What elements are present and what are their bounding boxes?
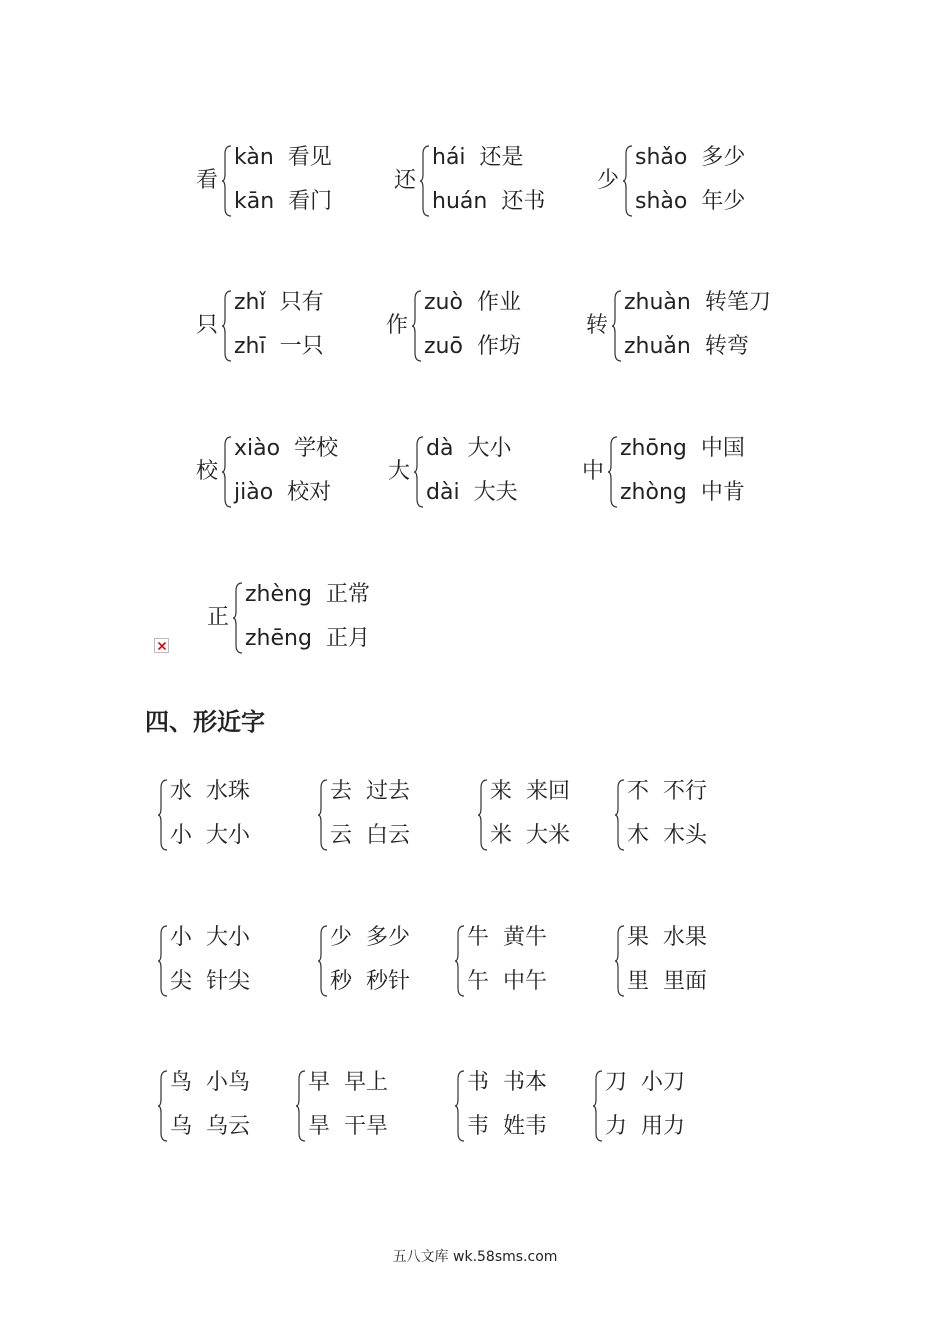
pinyin: zhuàn <box>624 290 691 315</box>
char: 鸟 <box>170 1070 193 1095</box>
word: 多少 <box>701 145 746 170</box>
brace-icon <box>412 289 422 363</box>
char: 云 <box>330 823 353 848</box>
word: 大小 <box>467 436 512 461</box>
word: 黄牛 <box>503 925 548 950</box>
similar-row-1 <box>467 1069 547 1097</box>
word: 水珠 <box>206 779 251 804</box>
reading-row-2 <box>234 333 324 361</box>
section-title: 四、形近字 <box>145 708 265 736</box>
reading-row-2 <box>234 188 332 216</box>
char: 果 <box>627 925 650 950</box>
brace-icon <box>222 289 232 363</box>
char: 少 <box>330 925 353 950</box>
brace-icon <box>455 924 465 998</box>
similar-row-1 <box>170 778 250 806</box>
reading-row-1 <box>424 289 521 317</box>
word: 小鸟 <box>206 1070 251 1095</box>
char: 去 <box>330 779 353 804</box>
pinyin: zhǐ <box>234 290 266 315</box>
broken-image-icon <box>154 638 169 653</box>
polyphone-char: 转 <box>586 313 609 338</box>
char: 小 <box>170 925 193 950</box>
word: 看见 <box>287 145 332 170</box>
pinyin: zhèng <box>245 582 312 607</box>
char: 乌 <box>170 1114 193 1139</box>
reading-row-2 <box>620 479 745 507</box>
pinyin: zhōng <box>620 436 687 461</box>
word: 作业 <box>476 290 521 315</box>
word: 年少 <box>701 189 746 214</box>
brace-icon <box>478 778 488 852</box>
brace-icon <box>414 435 424 509</box>
reading-row-1 <box>620 435 745 463</box>
similar-row-2 <box>330 968 410 996</box>
word: 过去 <box>366 779 411 804</box>
brace-icon <box>593 1069 603 1143</box>
similar-row-1 <box>490 778 570 806</box>
word: 不行 <box>663 779 708 804</box>
brace-icon <box>455 1069 465 1143</box>
pinyin: kàn <box>234 145 274 170</box>
word: 大小 <box>206 925 251 950</box>
reading-row-2 <box>635 188 745 216</box>
word: 姓韦 <box>503 1114 548 1139</box>
polyphone-char: 中 <box>582 459 605 484</box>
char: 不 <box>627 779 650 804</box>
char: 里 <box>627 969 650 994</box>
word: 学校 <box>294 436 339 461</box>
similar-row-1 <box>627 924 707 952</box>
similar-row-2 <box>170 968 250 996</box>
pinyin: shǎo <box>635 145 688 170</box>
similar-row-2 <box>627 968 707 996</box>
brace-icon <box>420 144 430 218</box>
char: 力 <box>605 1114 628 1139</box>
brace-icon <box>158 1069 168 1143</box>
similar-row-1 <box>308 1069 388 1097</box>
similar-row-1 <box>627 778 707 806</box>
similar-row-1 <box>467 924 547 952</box>
similar-row-2 <box>170 1113 250 1141</box>
char: 水 <box>170 779 193 804</box>
similar-row-2 <box>308 1113 388 1141</box>
pinyin: zuō <box>424 334 463 359</box>
word: 校对 <box>287 480 332 505</box>
char: 小 <box>170 823 193 848</box>
word: 看门 <box>288 189 333 214</box>
char: 韦 <box>467 1114 490 1139</box>
similar-row-2 <box>467 968 547 996</box>
brace-icon <box>615 778 625 852</box>
brace-icon <box>233 581 243 655</box>
pinyin: zhēng <box>245 626 312 651</box>
reading-row-1 <box>234 289 324 317</box>
pinyin: jiào <box>234 480 274 505</box>
word: 用力 <box>641 1114 686 1139</box>
word: 作坊 <box>476 334 521 359</box>
polyphone-char: 正 <box>207 605 230 630</box>
reading-row-1 <box>432 144 524 172</box>
word: 大米 <box>526 823 571 848</box>
similar-row-1 <box>170 924 250 952</box>
pinyin: kān <box>234 189 275 214</box>
pinyin: zhī <box>234 334 266 359</box>
pinyin: shào <box>635 189 688 214</box>
char: 书 <box>467 1070 490 1095</box>
similar-row-1 <box>170 1069 250 1097</box>
similar-row-2 <box>467 1113 547 1141</box>
similar-row-1 <box>605 1069 685 1097</box>
pinyin: zhuǎn <box>624 334 691 359</box>
char: 刀 <box>605 1070 628 1095</box>
word: 早上 <box>344 1070 389 1095</box>
similar-row-2 <box>490 822 570 850</box>
brace-icon <box>158 924 168 998</box>
similar-row-1 <box>330 924 410 952</box>
polyphone-char: 看 <box>196 168 219 193</box>
char: 旱 <box>308 1114 331 1139</box>
word: 里面 <box>663 969 708 994</box>
char: 尖 <box>170 969 193 994</box>
word: 大小 <box>206 823 251 848</box>
reading-row-1 <box>635 144 745 172</box>
polyphone-char: 少 <box>597 168 620 193</box>
pinyin: dà <box>426 436 454 461</box>
char: 午 <box>467 969 490 994</box>
word: 书本 <box>503 1070 548 1095</box>
polyphone-char: 作 <box>386 313 409 338</box>
pinyin: huán <box>432 189 488 214</box>
word: 大夫 <box>473 480 518 505</box>
polyphone-char: 还 <box>394 168 417 193</box>
pinyin: xiào <box>234 436 281 461</box>
word: 中午 <box>503 969 548 994</box>
reading-row-2 <box>624 333 749 361</box>
char: 木 <box>627 823 650 848</box>
reading-row-1 <box>234 435 338 463</box>
brace-icon <box>222 435 232 509</box>
word: 白云 <box>366 823 411 848</box>
char: 米 <box>490 823 513 848</box>
word: 干旱 <box>344 1114 389 1139</box>
word: 小刀 <box>641 1070 686 1095</box>
char: 牛 <box>467 925 490 950</box>
reading-row-2 <box>424 333 521 361</box>
reading-row-2 <box>426 479 518 507</box>
word: 转笔刀 <box>704 290 771 315</box>
word: 中肯 <box>700 480 745 505</box>
reading-row-1 <box>426 435 511 463</box>
pinyin: hái <box>432 145 466 170</box>
word: 还是 <box>479 145 524 170</box>
word: 正月 <box>325 626 370 651</box>
similar-row-2 <box>330 822 410 850</box>
reading-row-2 <box>432 188 545 216</box>
reading-row-2 <box>245 625 370 653</box>
word: 来回 <box>526 779 571 804</box>
brace-icon <box>318 924 328 998</box>
brace-icon <box>623 144 633 218</box>
reading-row-1 <box>245 581 370 609</box>
reading-row-1 <box>624 289 771 317</box>
word: 一只 <box>279 334 324 359</box>
pinyin: dài <box>426 480 460 505</box>
word: 秒针 <box>366 969 411 994</box>
word: 只有 <box>279 290 324 315</box>
brace-icon <box>615 924 625 998</box>
word: 多少 <box>366 925 411 950</box>
word: 木头 <box>663 823 708 848</box>
pinyin: zhòng <box>620 480 687 505</box>
polyphone-char: 校 <box>196 459 219 484</box>
footer-watermark: 五八文库 wk.58sms.com <box>392 1249 558 1265</box>
char: 早 <box>308 1070 331 1095</box>
word: 转弯 <box>704 334 749 359</box>
word: 针尖 <box>206 969 251 994</box>
similar-row-2 <box>170 822 250 850</box>
char: 来 <box>490 779 513 804</box>
word: 正常 <box>325 582 370 607</box>
similar-row-2 <box>627 822 707 850</box>
brace-icon <box>296 1069 306 1143</box>
reading-row-2 <box>234 479 331 507</box>
brace-icon <box>608 435 618 509</box>
polyphone-char: 大 <box>388 459 411 484</box>
brace-icon <box>318 778 328 852</box>
polyphone-char: 只 <box>196 313 219 338</box>
brace-icon <box>158 778 168 852</box>
similar-row-1 <box>330 778 410 806</box>
brace-icon <box>612 289 622 363</box>
char: 秒 <box>330 969 353 994</box>
brace-icon <box>222 144 232 218</box>
word: 还书 <box>501 189 546 214</box>
similar-row-2 <box>605 1113 685 1141</box>
word: 乌云 <box>206 1114 251 1139</box>
pinyin: zuò <box>424 290 463 315</box>
word: 中国 <box>700 436 745 461</box>
reading-row-1 <box>234 144 332 172</box>
word: 水果 <box>663 925 708 950</box>
